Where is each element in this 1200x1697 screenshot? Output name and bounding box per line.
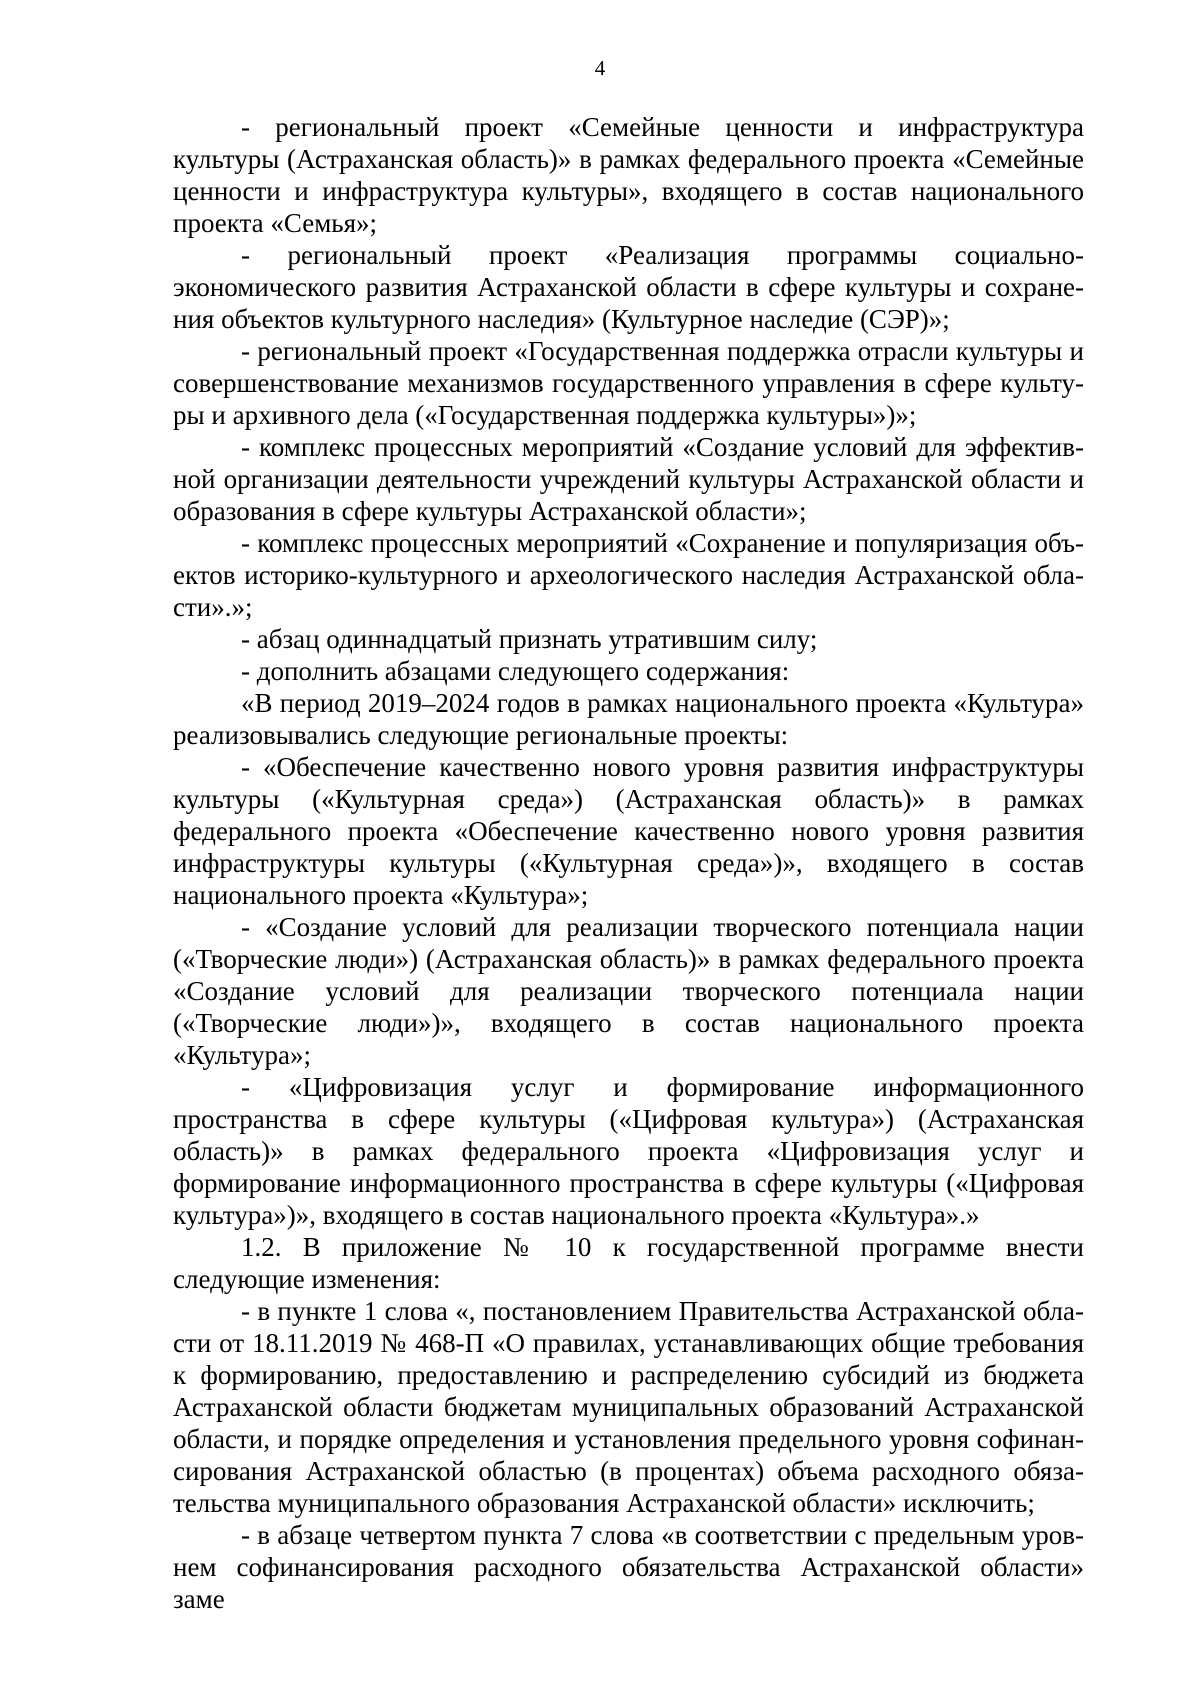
paragraph-point-7-words: - в абзаце четвертом пункта 7 слова «в соответствии с предельным уровнем софинансирования расходного обязательства Астраханской области» заме bbox=[173, 1520, 1084, 1614]
paragraph-regional-project-state-support: - региональный проект «Государственная поддержка отрасли культуры и совершенствование механизмов государственного управления в сфере культуры и архивного дела («Государственная поддержка культуры»)»; bbox=[173, 336, 1084, 430]
paragraph-section-1-2: 1.2. В приложение № 10 к государственной программе внести следующие изменения: bbox=[173, 1232, 1084, 1294]
paragraph-process-complex-conditions: - комплекс процессных мероприятий «Создание условий для эффективной организации деятельности учреждений культуры Астраханской области и образования в сфере культуры Астраханской области»; bbox=[173, 432, 1084, 526]
paragraph-regional-project-family: - региональный проект «Семейные ценности и инфраструктура культуры (Астраханская область)» в рамках федерального проекта «Семейные ценности и инфраструктура культуры», входящего в состав национального проекта «Семья»; bbox=[173, 112, 1084, 238]
paragraph-eleventh-invalid: - абзац одиннадцатый признать утратившим силу; bbox=[241, 624, 818, 654]
paragraph-digital-culture: - «Цифровизация услуг и формирование информационного пространства в сфере культуры («Цифровая культура») (Астраханская область)» в рамках федерального проекта «Цифровизация услуг и формирование информационного пространства в сфере культуры («Цифровая культура»)», входящего в состав национального проекта «Культура».» bbox=[173, 1072, 1084, 1230]
paragraph-supplement-intro: - дополнить абзацами следующего содержания: bbox=[241, 656, 790, 686]
page-number: 4 bbox=[594, 56, 606, 80]
paragraph-regional-project-ser: - региональный проект «Реализация программы социально-экономического развития Астраханской области в сфере культуры и сохранения объектов культурного наследия» (Культурное наследие (СЭР)»; bbox=[173, 240, 1084, 334]
paragraph-process-complex-heritage: - комплекс процессных мероприятий «Сохранение и популяризация объектов историко-культурного и археологического наследия Астраханской области».»; bbox=[173, 528, 1084, 622]
paragraph-cultural-environment: - «Обеспечение качественно нового уровня развития инфраструктуры культуры («Культурная среда») (Астраханская область)» в рамках федерального проекта «Обеспечение качественно нового уровня развития инфраструктуры культуры («Культурная среда»)», входящего в состав национального проекта «Культура»; bbox=[173, 752, 1084, 910]
paragraph-point-1-words: - в пункте 1 слова «, постановлением Правительства Астраханской области от 18.11.2019 № 468-П «О правилах, устанавливающих общие требования к формированию, предоставлению и распределению субсидий из бюджета Астраханской области бюджетам муниципальных образований Астраханской области, и порядке определения и установления предельного уровня софинансирования Астраханской областью (в процентах) объема расходного обязательства муниципального образования Астраханской области» исключить; bbox=[173, 1296, 1084, 1518]
document-body bbox=[173, 111, 1084, 1615]
paragraph-creative-people: - «Создание условий для реализации творческого потенциала нации («Творческие люди») (Астраханская область)» в рамках федерального проекта «Создание условий для реализации творческого потенциала нации («Творческие люди»)», входящего в состав национального проекта «Культура»; bbox=[173, 912, 1084, 1070]
paragraph-period-2019-2024: «В период 2019–2024 годов в рамках национального проекта «Культура» реализовывались следующие региональные проекты: bbox=[173, 688, 1084, 750]
